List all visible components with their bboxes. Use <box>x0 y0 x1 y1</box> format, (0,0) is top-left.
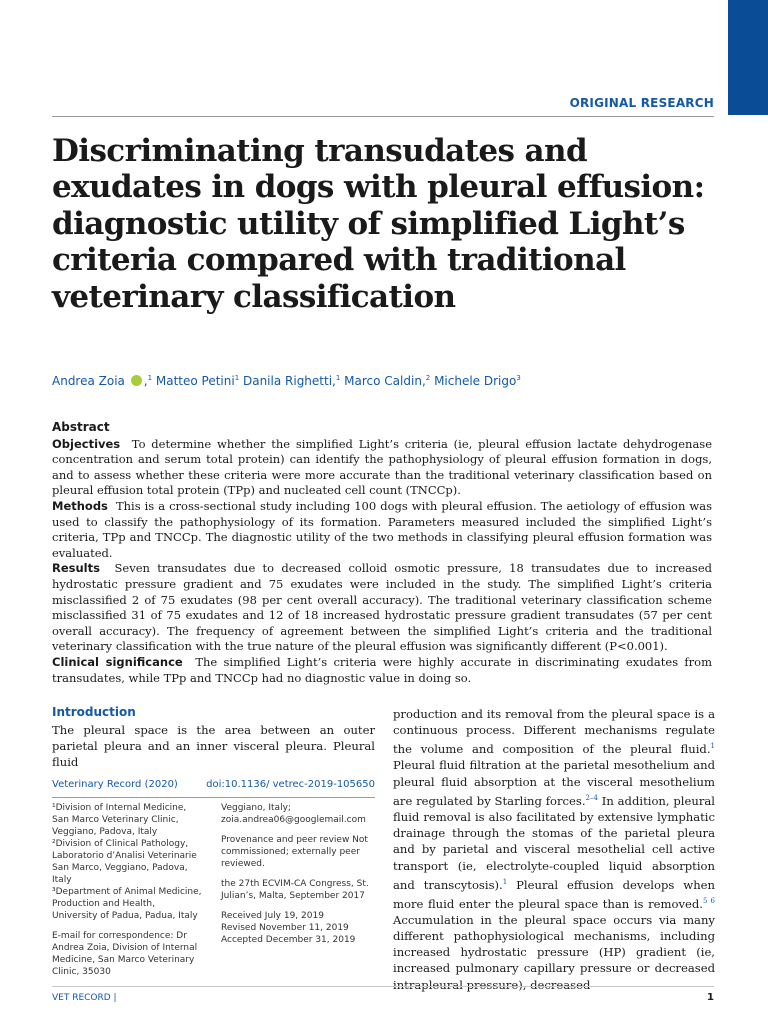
objectives-text: To determine whether the simplified Light’s criteria (ie, pleural effusion lactate dehydrogenase concentration and serum total protein) can identify the pathophysiology of pleural effusion formation in dogs, and to assess whether these criteria were more accurate than the traditional veterinary classification based on pleural effusion total protein (TPp) and nucleated cell count (TNCCp). <box>52 436 713 498</box>
introduction-text: The pleural space is the area between an outer parietal pleura and an inner visceral pleura. Pleural fluid <box>52 723 375 770</box>
received-date: Received July 19, 2019 <box>221 911 324 921</box>
author-name[interactable]: Matteo Petini <box>155 374 235 388</box>
affiliation-3: ³Department of Animal Medicine, Production and Health, University of Padua, Padua, Italy <box>52 887 202 921</box>
affiliations <box>52 802 202 986</box>
citation-divider <box>52 797 375 798</box>
clinical-label: Clinical significance <box>52 654 183 669</box>
affiliation-ref: 1 <box>335 374 341 382</box>
author-name[interactable]: Andrea Zoia <box>52 374 125 388</box>
body-text: Accumulation in the pleural space occurs via many different pathophysiological mechanisms, including increased hydrostatic pressure (HP) gradient (ie, increased pulmonary capillary pressure or decreased intrapleural pressure), decreased <box>393 912 715 992</box>
abstract-methods <box>52 499 712 561</box>
results-text: Seven transudates due to decreased colloid osmotic pressure, 18 transudates due to increased hydrostatic pressure gradient and 75 exudates were included in the study. The simplified Light’s criteria misclassified 2 of 75 exudates (98 per cent overall accuracy). The traditional veterinary classification scheme misclassified 31 of 75 exudates and 12 of 18 increased hydrostatic pressure gradient transudates (57 per cent overall accuracy). The frequency of agreement between the simplified Light’s criteria and the traditional veterinary classification with the true nature of the pleural effusion was significantly different (P<0.001). <box>52 561 712 654</box>
correspondence: E-mail for correspondence: Dr Andrea Zoia, Division of Internal Medicine, San Marco Veterinary Clinic, 35030 <box>52 931 198 977</box>
body-text: Pleural effusion develops when more fluid enter the pleural space than is removed. <box>393 877 716 911</box>
corner-accent-tab <box>728 0 768 115</box>
body-text-right <box>393 706 715 993</box>
author-name[interactable]: Michele Drigo <box>434 374 517 388</box>
methods-text: This is a cross-sectional study including 100 dogs with pleural effusion. The aetiology of effusion was used to classify the pathophysiology of its formation. Parameters measured included the simplified Light’s criteria, TPp and TNCCp. The diagnostic utility of the two methods in classifying pleural effusion formation was evaluated. <box>52 498 712 560</box>
publication-dates <box>221 910 375 946</box>
email-link[interactable]: zoia.andrea06@googlemail.com <box>221 815 366 825</box>
author-name[interactable]: Marco Caldin <box>344 374 422 388</box>
author-name[interactable]: Danila Righetti <box>242 374 333 388</box>
reference-link[interactable]: 2–4 <box>585 793 598 802</box>
article-title: Discriminating transudates and exudates in dogs with pleural effusion: diagnostic utility of simplified Light’s criteria compared with traditional veterinary classification <box>52 133 705 315</box>
congress-note: the 27th ECVIM-CA Congress, St. Julian’s, Malta, September 2017 <box>221 879 369 901</box>
abstract <box>52 420 712 686</box>
article-notes <box>221 802 375 954</box>
body-text: production and its removal from the pleural space is a continuous process. Different mechanisms regulate the volume and composition of the pleural fluid. <box>393 707 715 757</box>
revised-date: Revised November 11, 2019 <box>221 923 349 933</box>
journal-citation: Veterinary Record (2020) <box>52 779 178 790</box>
abstract-clinical <box>52 655 712 686</box>
page-number: 1 <box>707 992 714 1003</box>
header-divider <box>52 116 714 117</box>
clinical-text: The simplified Light’s criteria were highly accurate in discriminating exudates from transudates, while TPp and TNCCp had no diagnostic value in doing so. <box>52 654 713 685</box>
section-label: ORIGINAL RESEARCH <box>569 96 714 110</box>
results-label: Results <box>52 561 100 576</box>
reference-link[interactable]: 5 6 <box>702 896 715 905</box>
footer-journal: VET RECORD | <box>52 993 117 1003</box>
affiliation-ref: 1 <box>234 374 240 382</box>
introduction <box>52 705 375 771</box>
orcid-icon[interactable] <box>131 375 142 386</box>
affiliation-ref: 1 <box>147 374 153 382</box>
body-text: Pleural fluid filtration at the parietal mesothelium and pleural fluid absorption at the visceral mesothelium are regulated by Starling forces. <box>393 758 715 808</box>
reference-link[interactable]: 1 <box>710 742 715 751</box>
footer-divider <box>52 986 714 987</box>
accepted-date: Accepted December 31, 2019 <box>221 935 356 945</box>
affiliation-ref: 3 <box>516 374 521 382</box>
abstract-objectives <box>52 437 712 499</box>
affiliation-ref: 2 <box>425 374 431 382</box>
introduction-heading: Introduction <box>52 705 136 719</box>
abstract-results <box>52 561 712 655</box>
body-text: In addition, pleural fluid removal is also facilitated by extensive lymphatic drainage through the stomas of the parietal pleura and by parietal and visceral mesothelial cell active transport (ie, electrolyte-coupled liquid absorption and transcytosis). <box>393 793 715 892</box>
methods-label: Methods <box>52 498 108 513</box>
abstract-heading: Abstract <box>52 420 110 434</box>
author-list: Andrea Zoia ,$^1$ Matteo Petini$^1$ Danila Righetti,$^1$ Marco Caldin,$^2$ Michele Drigo$^3$ <box>52 374 521 388</box>
affiliation-2: ²Division of Clinical Pathology, Laboratorio d’Analisi Veterinarie San Marco, Veggiano, Padova, Italy <box>52 839 197 885</box>
provenance-note: Provenance and peer review Not commissioned; externally peer reviewed. <box>221 835 368 869</box>
doi-link[interactable]: doi:10.1136/ vetrec-2019-105650 <box>206 779 375 790</box>
affiliation-1: ¹Division of Internal Medicine, San Marco Veterinary Clinic, Veggiano, Padova, Italy <box>52 803 187 837</box>
objectives-label: Objectives <box>52 436 121 451</box>
address-line: Veggiano, Italy; <box>221 803 291 813</box>
correspondence-address <box>221 802 375 826</box>
reference-link[interactable]: 1 <box>502 877 508 886</box>
